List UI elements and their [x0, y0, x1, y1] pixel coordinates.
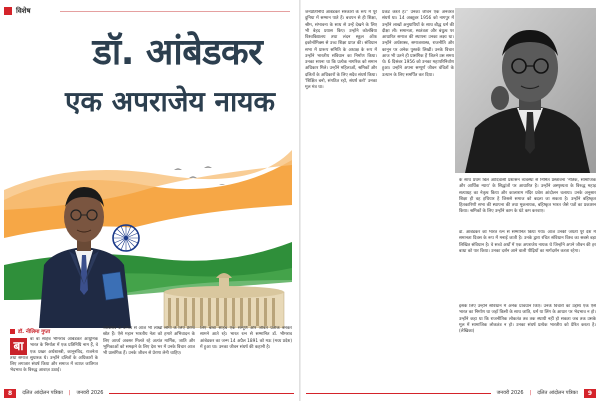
page-spine — [299, 0, 301, 401]
page-number-right: 9 — [584, 389, 596, 398]
tricolor-portrait-artwork — [4, 130, 292, 328]
section-rule — [60, 11, 290, 12]
issue-date-right: जनवरी 2026 — [496, 390, 524, 396]
footer-rule-right — [306, 393, 491, 394]
right-column-3a: के साथ प्रथम बिल आदिवासी प्रशासन व्यवस्था से निर्मित प्रस्तावना 'नैतिक, सामाजिक और आर्थिक न्याय' के सिद्धांतों पर आधारित है। उन्होंने अस्पृश्यता के विरुद्ध महाड़ सत्याग्रह का नेतृत्व किया और कालाराम मंदिर प्रवेश आंदोलन चलाया। उनके अनुसार शिक्षा ही वह हथियार है जिससे समाज को बदला जा सकता है। उन्होंने बहिष्कृत हितकारिणी सभा की स्थापना की तथा मूकनायक, बहिष्कृत भारत जैसे पत्रों का प्रकाशन किया। श्रमिकों के लिए उन्होंने काम के घंटे कम करवाए। — [459, 178, 596, 215]
byline-square-icon — [10, 329, 15, 334]
right-column-1: जनप्रतिनिधि आंबेडकर सरकारों के रूप में पूरे दुनिया में सम्मान पाते हैं। बचपन से ही शिक्षा, श्रीम, संभावना के साथ से उन्हें देखने के लिए भी बेहद प्रयास किए। उन्होंने कोलंबिया विश्वविद्यालय तथा लंदन स्कूल ऑफ इकोनॉमिक्स से उच्च शिक्षा प्राप्त की। संविधान सभा में प्रारूप समिति के अध्यक्ष के रूप में उन्होंने भारतीय संविधान का निर्माण किया। उनका सपना था कि प्रत्येक नागरिक को समान अधिकार मिले। उन्होंने महिलाओं, श्रमिकों और दलितों के अधिकारों के लिए सदैव संघर्ष किया। 'शिक्षित बनो, संगठित रहो, संघर्ष करो' उनका मूल मंत्र था। — [305, 10, 377, 90]
magazine-name-left: दलित आंदोलन पत्रिका — [22, 390, 63, 396]
footer-left: 8 दलित आंदोलन पत्रिका | जनवरी 2026 — [4, 386, 294, 400]
issue-date-left: जनवरी 2026 — [76, 390, 104, 396]
footer-rule-left — [109, 393, 294, 394]
section-rule-wrap — [0, 4, 300, 18]
section-label: विशेष — [16, 6, 31, 15]
left-column-1-text: बा बा साहेब भीमराव आंबेडकर आधुनिक भारत के निर्माता में एक प्रतिनिधि नाम हैं, वे एक प्रखर अर्थशास्त्री, कानूनविद, राजनेता तथा समाज सुधारक थे। उन्होंने दलितों के अधिकारों के लिए लगातार संघर्ष किया और समाज में व्याप्त जातिगत भेदभाव के विरुद्ध आवाज़ उठाई। — [10, 337, 98, 374]
dropcap: बा — [10, 338, 27, 355]
left-column-2: व्यक्तित्व के प्रभाव से आज भी लाखों लोगों के लिए प्रेरणा स्रोत हैं। ऐसे महान भारतीय नेता को हमारे अभिवादन के लिए आर्थ्य अवसर मिलते रहे अत्यंत मार्मिक, जाति और भूमिकाओं को समझने के लिए देश भर में उनके विचार आज भी प्रासंगिक हैं। उनके जीवन से प्रेरणा लेनी चाहिए। — [103, 326, 195, 356]
headline-line2: एक अपराजेय नायक — [64, 85, 276, 118]
magazine-name-right: दलित आंदोलन पत्रिका — [537, 390, 578, 396]
left-column-1 — [10, 337, 98, 384]
page-number-left: 8 — [4, 389, 16, 398]
ambedkar-portrait-photo — [455, 8, 596, 173]
right-column-2: प्रकट करते हैं।" उनका जीवन एक अनवरत संघर्ष था। 14 अक्टूबर 1956 को नागपुर में उन्होंने लाखों अनुयायियों के साथ बौद्ध धर्म की दीक्षा ली। समानता, स्वतंत्रता और बंधुत्व पर आधारित समाज की स्थापना उनका लक्ष्य था। उन्होंने अर्थशास्त्र, समाजशास्त्र, राजनीति और कानून पर अनेक पुस्तकें लिखीं। उनके विचार आज भी उतने ही प्रासंगिक हैं जितने उस समय थे। 6 दिसंबर 1956 को उनका महापरिनिर्वाण हुआ। उन्होंने अपना सम्पूर्ण जीवन वंचितों के उत्थान के लिए समर्पित कर दिया। — [382, 10, 454, 78]
headline-line1: डॉ. आंबेडकर — [92, 32, 263, 73]
right-column-3c: इसके लिए उन्होंने संविधान में अनेक प्रावधान किए। उनके विचारों का उद्देश्य एक ऐसे भारत का निर्माण था जहाँ किसी के साथ जाति, धर्म या लिंग के आधार पर भेदभाव न हो। उन्होंने कहा था कि राजनीतिक लोकतंत्र तब तक स्थायी नहीं हो सकता जब तक उसके मूल में सामाजिक लोकतंत्र न हो। उनका संघर्ष प्रत्येक भारतीय को प्रेरित करता है। (लेखिका) — [459, 304, 596, 334]
right-column-3b: डॉ. आंबेडकर को भारत रत्न से सम्मानित किया गया। आज उनकी जयंती पूरे देश में समानता दिवस के रूप में मनाई जाती है। उनके द्वारा रचित संविधान विश्व का सबसे बड़ा लिखित संविधान है। वे सच्चे अर्थों में एक अपराजेय नायक थे जिन्होंने अपने जीवन की हर बाधा को पार किया। उनका दर्शन आने वाली पीढ़ियों का मार्गदर्शन करता रहेगा। — [459, 230, 596, 254]
author-name: डॉ. नीलिमा गुप्ता — [18, 329, 51, 335]
footer-right: जनवरी 2026 | दलित आंदोलन पत्रिका 9 — [306, 386, 596, 400]
left-column-3: लिए बाबा साहेब एक सम्पूर्ण और जीवंत प्रतीक बनकर सामने आते रहे। भारत रत्न से सम्मानित डॉ. भीमराव आंबेडकर का जन्म 14 अप्रैल 1891 को मऊ (मध्य प्रदेश) में हुआ था। उनका जीवन संघर्ष की कहानी है। — [200, 326, 292, 350]
